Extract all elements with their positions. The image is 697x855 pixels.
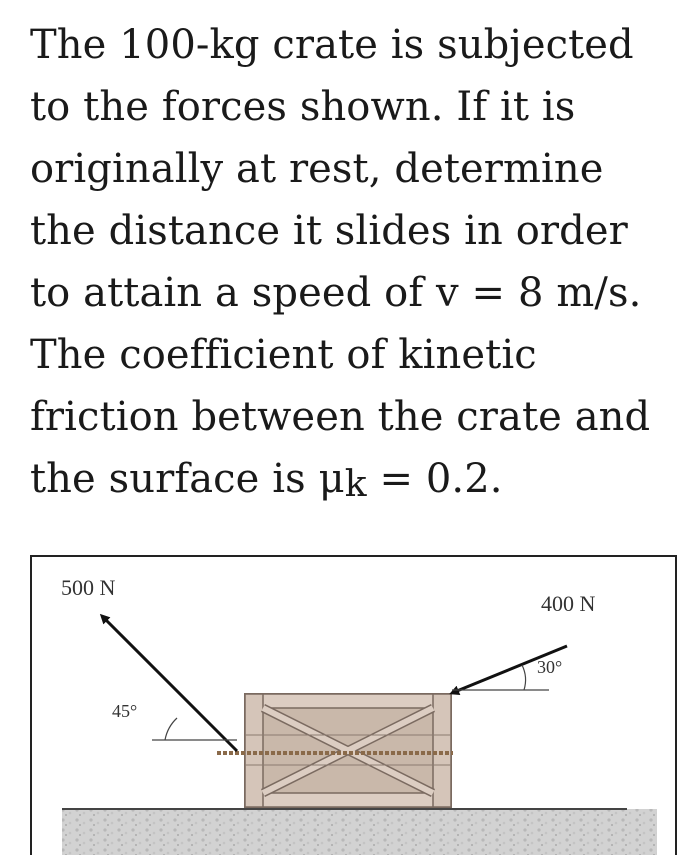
force-label-400n: 400 N [541,591,596,616]
mu-subscript: k [344,464,367,505]
angle-label-45: 45° [112,701,138,721]
problem-statement [30,14,690,512]
last-line-prefix: the surface is [30,456,319,502]
problem-line-2: to the forces shown. If it is [30,84,576,130]
problem-line-5: to attain a speed of v = 8 m/s. [30,270,642,316]
force-label-500n: 500 N [61,575,116,600]
problem-line-4: the distance it slides in order [30,208,628,254]
crate-diagram [32,557,677,855]
angle-label-30: 30° [537,657,563,677]
problem-line-8 [30,448,690,512]
ground-surface [62,809,657,855]
problem-line-3: originally at rest, determine [30,146,604,192]
mu-symbol: μ [318,456,345,502]
angle-arc-30 [522,665,525,690]
problem-line-1: The 100-kg crate is subjected [30,22,634,68]
problem-line-6: The coefficient of kinetic [30,332,537,378]
crate-figure [30,555,677,855]
last-line-suffix: = 0.2. [366,456,503,502]
crate [245,694,451,807]
angle-arc-45 [165,718,177,740]
force-arrow-500n [102,616,237,751]
problem-line-7: friction between the crate and [30,394,651,440]
